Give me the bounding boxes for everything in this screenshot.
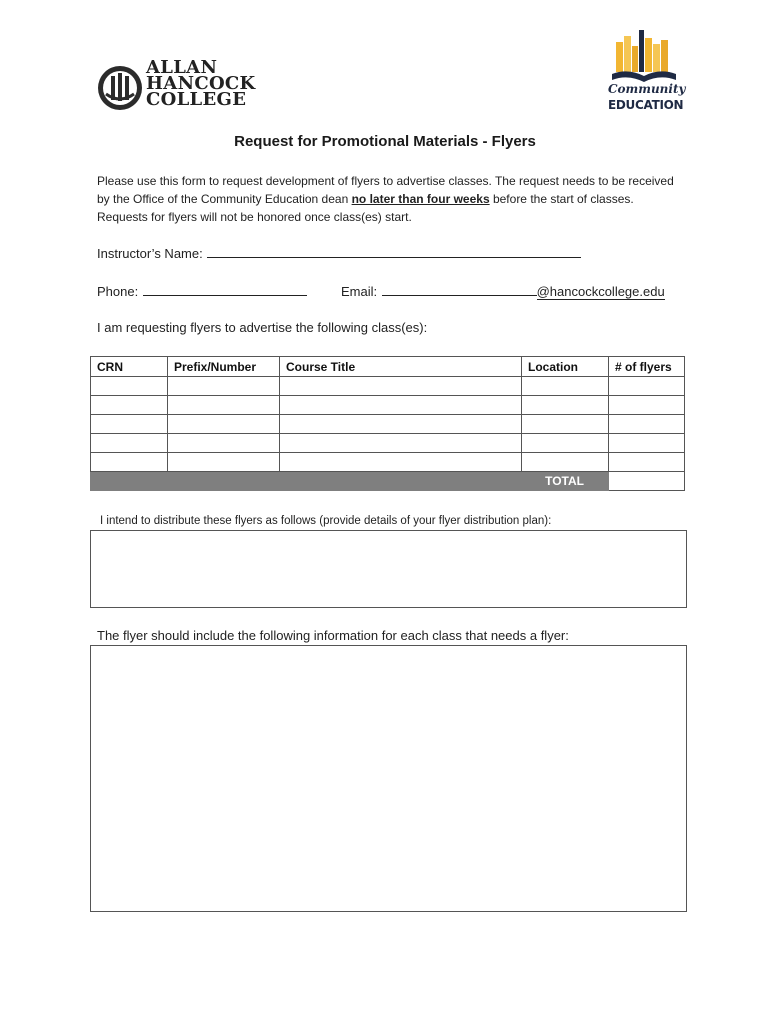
intro-text-before: Please use this form to request development of flyers to advertise classes. The request needs to be received by the Office of the Community Education dean — [97, 174, 674, 206]
table-row — [91, 434, 685, 453]
flyer-info-label: The flyer should include the following information for each class that needs a flyer: — [97, 628, 569, 643]
prefix-number-cell[interactable] — [168, 453, 280, 472]
intro-paragraph — [97, 172, 682, 226]
classes-request-label: I am requesting flyers to advertise the following class(es): — [97, 320, 428, 335]
header-crn: CRN — [91, 357, 168, 377]
num-flyers-cell[interactable] — [609, 453, 685, 472]
num-flyers-cell[interactable] — [609, 396, 685, 415]
crn-cell[interactable] — [91, 434, 168, 453]
header-course-title: Course Title — [280, 357, 522, 377]
prefix-number-cell[interactable] — [168, 396, 280, 415]
total-row — [91, 472, 685, 491]
crn-cell[interactable] — [91, 453, 168, 472]
college-line-2: HANCOCK — [146, 73, 256, 94]
num-flyers-cell[interactable] — [609, 415, 685, 434]
college-seal-icon — [96, 64, 144, 112]
course-title-cell[interactable] — [280, 396, 522, 415]
distribution-plan-label: I intend to distribute these flyers as follows (provide details of your flyer distribution plan): — [100, 515, 552, 527]
num-flyers-cell[interactable] — [609, 377, 685, 396]
crn-cell[interactable] — [91, 377, 168, 396]
flyer-info-textbox[interactable] — [90, 645, 687, 912]
course-title-cell[interactable] — [280, 434, 522, 453]
instructor-name-label: Instructor’s Name: — [97, 246, 203, 261]
header-prefix-number: Prefix/Number — [168, 357, 280, 377]
course-title-cell[interactable] — [280, 377, 522, 396]
location-cell[interactable] — [522, 415, 609, 434]
prefix-number-cell[interactable] — [168, 377, 280, 396]
location-cell[interactable] — [522, 434, 609, 453]
education-word: EDUCATION — [608, 98, 684, 112]
classes-table — [90, 356, 685, 491]
books-skyline-icon — [608, 28, 680, 84]
email-row — [341, 282, 665, 301]
college-line-1: ALLAN — [146, 57, 218, 78]
community-word: Community — [608, 82, 686, 96]
prefix-number-cell[interactable] — [168, 415, 280, 434]
prefix-number-cell[interactable] — [168, 434, 280, 453]
location-cell[interactable] — [522, 453, 609, 472]
header-num-flyers: # of flyers — [609, 357, 685, 377]
table-row — [91, 396, 685, 415]
total-flyers-cell[interactable] — [609, 472, 685, 491]
email-label: Email: — [341, 284, 378, 299]
table-row — [91, 453, 685, 472]
phone-field[interactable] — [143, 282, 307, 296]
email-domain-suffix: @hancockcollege.edu — [536, 284, 665, 299]
phone-row — [97, 282, 307, 301]
community-education-logo — [608, 28, 686, 116]
intro-text-after: before the start of classes. Requests for flyers will not be honored once class(es) start. — [97, 192, 634, 224]
instructor-name-row — [97, 244, 581, 263]
location-cell[interactable] — [522, 396, 609, 415]
allan-hancock-college-logo — [96, 57, 266, 116]
table-row — [91, 415, 685, 434]
instructor-name-field[interactable] — [207, 244, 581, 258]
email-field[interactable] — [382, 282, 537, 296]
course-title-cell[interactable] — [280, 453, 522, 472]
college-line-3: COLLEGE — [146, 89, 247, 110]
total-label: TOTAL — [91, 472, 609, 491]
college-wordmark — [146, 57, 256, 110]
form-title: Request for Promotional Materials - Flyers — [234, 133, 536, 150]
intro-deadline-emphasis: no later than four weeks — [351, 192, 490, 206]
table-row — [91, 377, 685, 396]
header-location: Location — [522, 357, 609, 377]
crn-cell[interactable] — [91, 415, 168, 434]
table-header-row — [91, 357, 685, 377]
phone-label: Phone: — [97, 284, 139, 299]
location-cell[interactable] — [522, 377, 609, 396]
distribution-plan-textbox[interactable] — [90, 530, 687, 608]
crn-cell[interactable] — [91, 396, 168, 415]
num-flyers-cell[interactable] — [609, 434, 685, 453]
course-title-cell[interactable] — [280, 415, 522, 434]
